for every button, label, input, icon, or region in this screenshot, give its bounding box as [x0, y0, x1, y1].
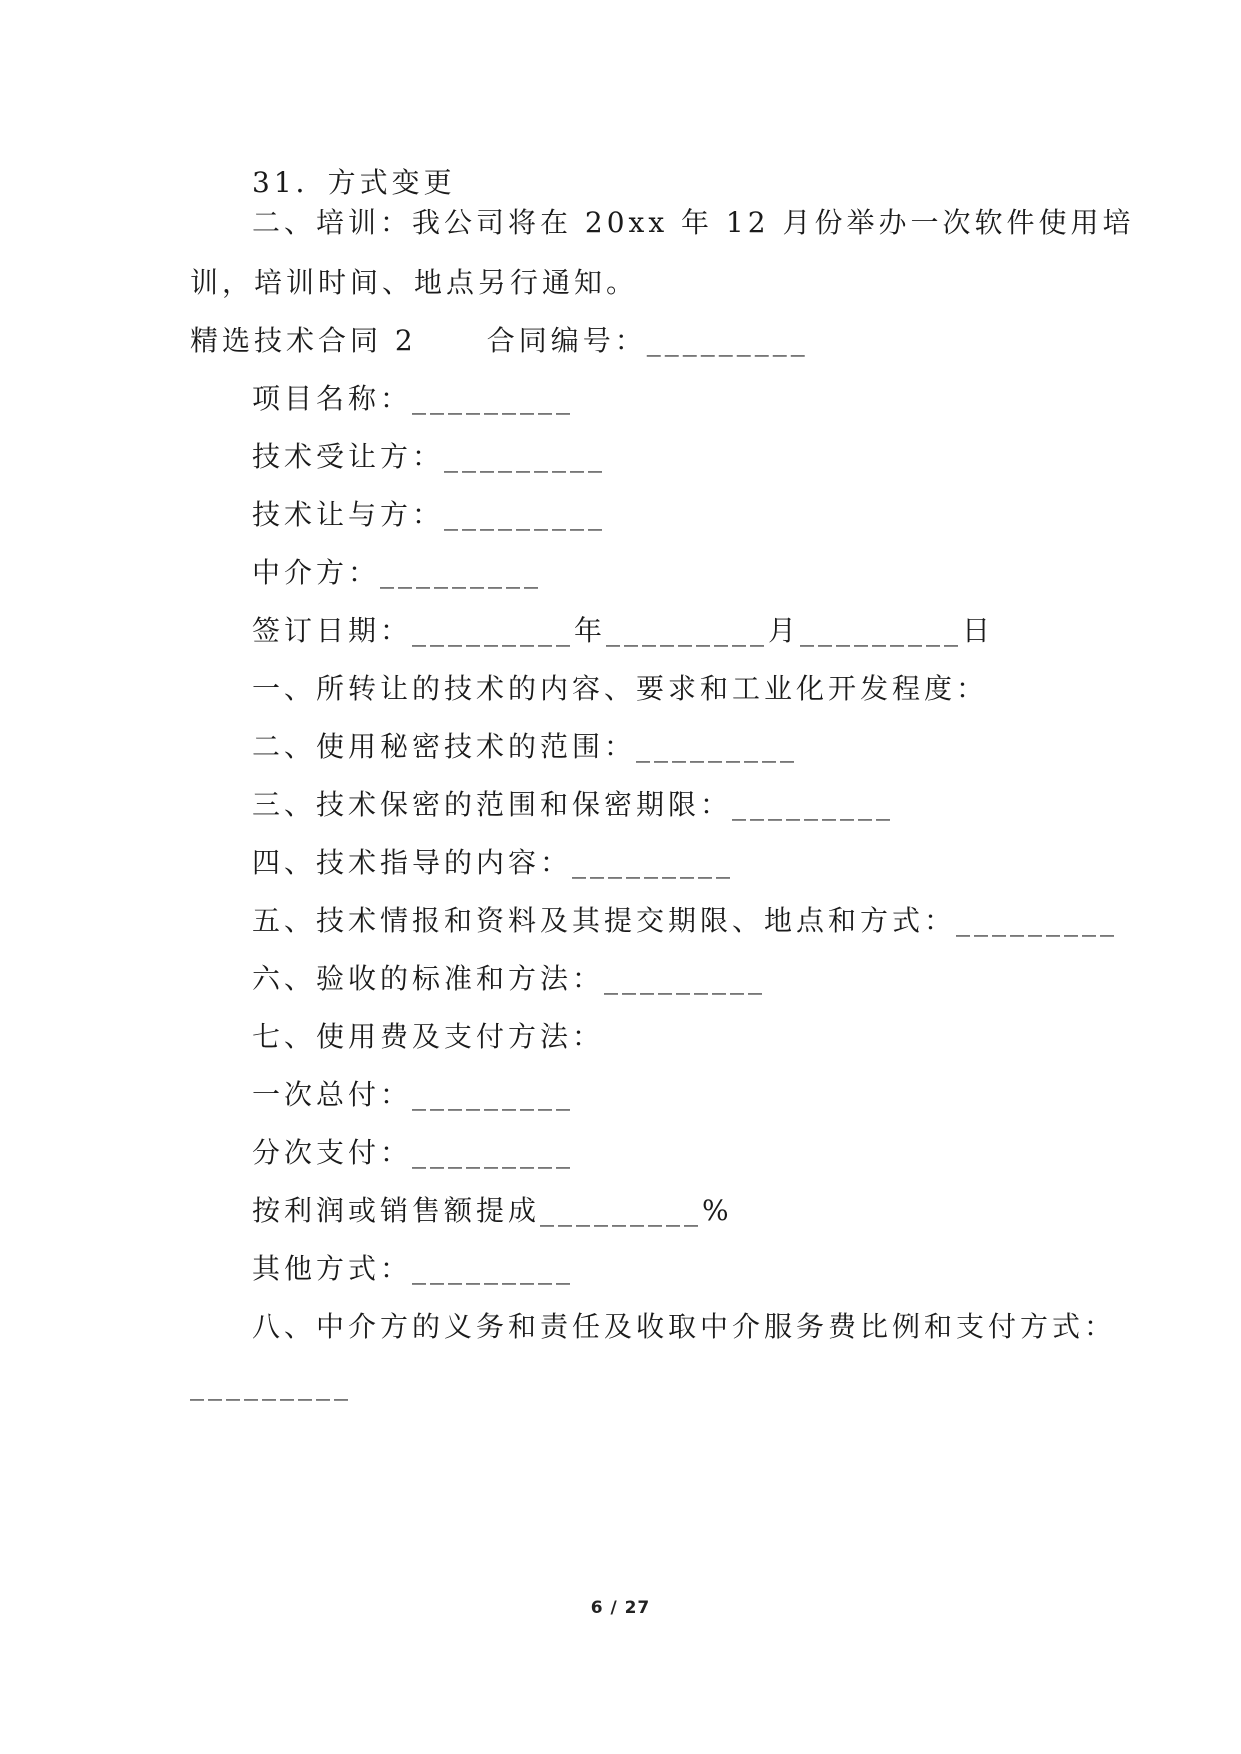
- text-line: 八、中介方的义务和责任及收取中介服务费比例和支付方式：: [252, 1310, 1117, 1343]
- text-line: 五、技术情报和资料及其提交期限、地点和方式：_________: [252, 904, 1119, 937]
- contract-heading-line: [190, 321, 1050, 361]
- text-line: 分次支付：_________: [252, 1136, 575, 1169]
- text-line: 六、验收的标准和方法：_________: [252, 962, 767, 995]
- text-line: 按利润或销售额提成_________%: [252, 1194, 733, 1227]
- text-line: 一次总付：_________: [252, 1078, 575, 1111]
- contract-number-field: 合同编号：_________: [486, 324, 809, 357]
- text-line: 中介方：_________: [252, 556, 543, 589]
- text-line: 31．方式变更: [252, 166, 456, 199]
- contract-title: 精选技术合同 2: [190, 324, 417, 357]
- text-line: 技术让与方：_________: [252, 498, 607, 531]
- text-line: 其他方式：_________: [252, 1252, 575, 1285]
- page-number: 6 / 27: [590, 1598, 651, 1618]
- text-line: 四、技术指导的内容：_________: [252, 846, 735, 879]
- text-line: _________: [190, 1368, 352, 1401]
- text-line: 签订日期：_________年_________月_________日: [252, 614, 995, 647]
- text-line: 一、所转让的技术的内容、要求和工业化开发程度：: [252, 672, 989, 705]
- text-line: 技术受让方：_________: [252, 440, 607, 473]
- text-line: 二、培训：我公司将在 20xx 年 12 月份举办一次软件使用培: [252, 206, 1135, 239]
- text-line: 训，培训时间、地点另行通知。: [190, 266, 639, 299]
- text-line: 七、使用费及支付方法：: [252, 1020, 605, 1053]
- text-line: 二、使用秘密技术的范围：_________: [252, 730, 799, 763]
- text-line: 项目名称：_________: [252, 382, 575, 415]
- text-line: 三、技术保密的范围和保密期限：_________: [252, 788, 895, 821]
